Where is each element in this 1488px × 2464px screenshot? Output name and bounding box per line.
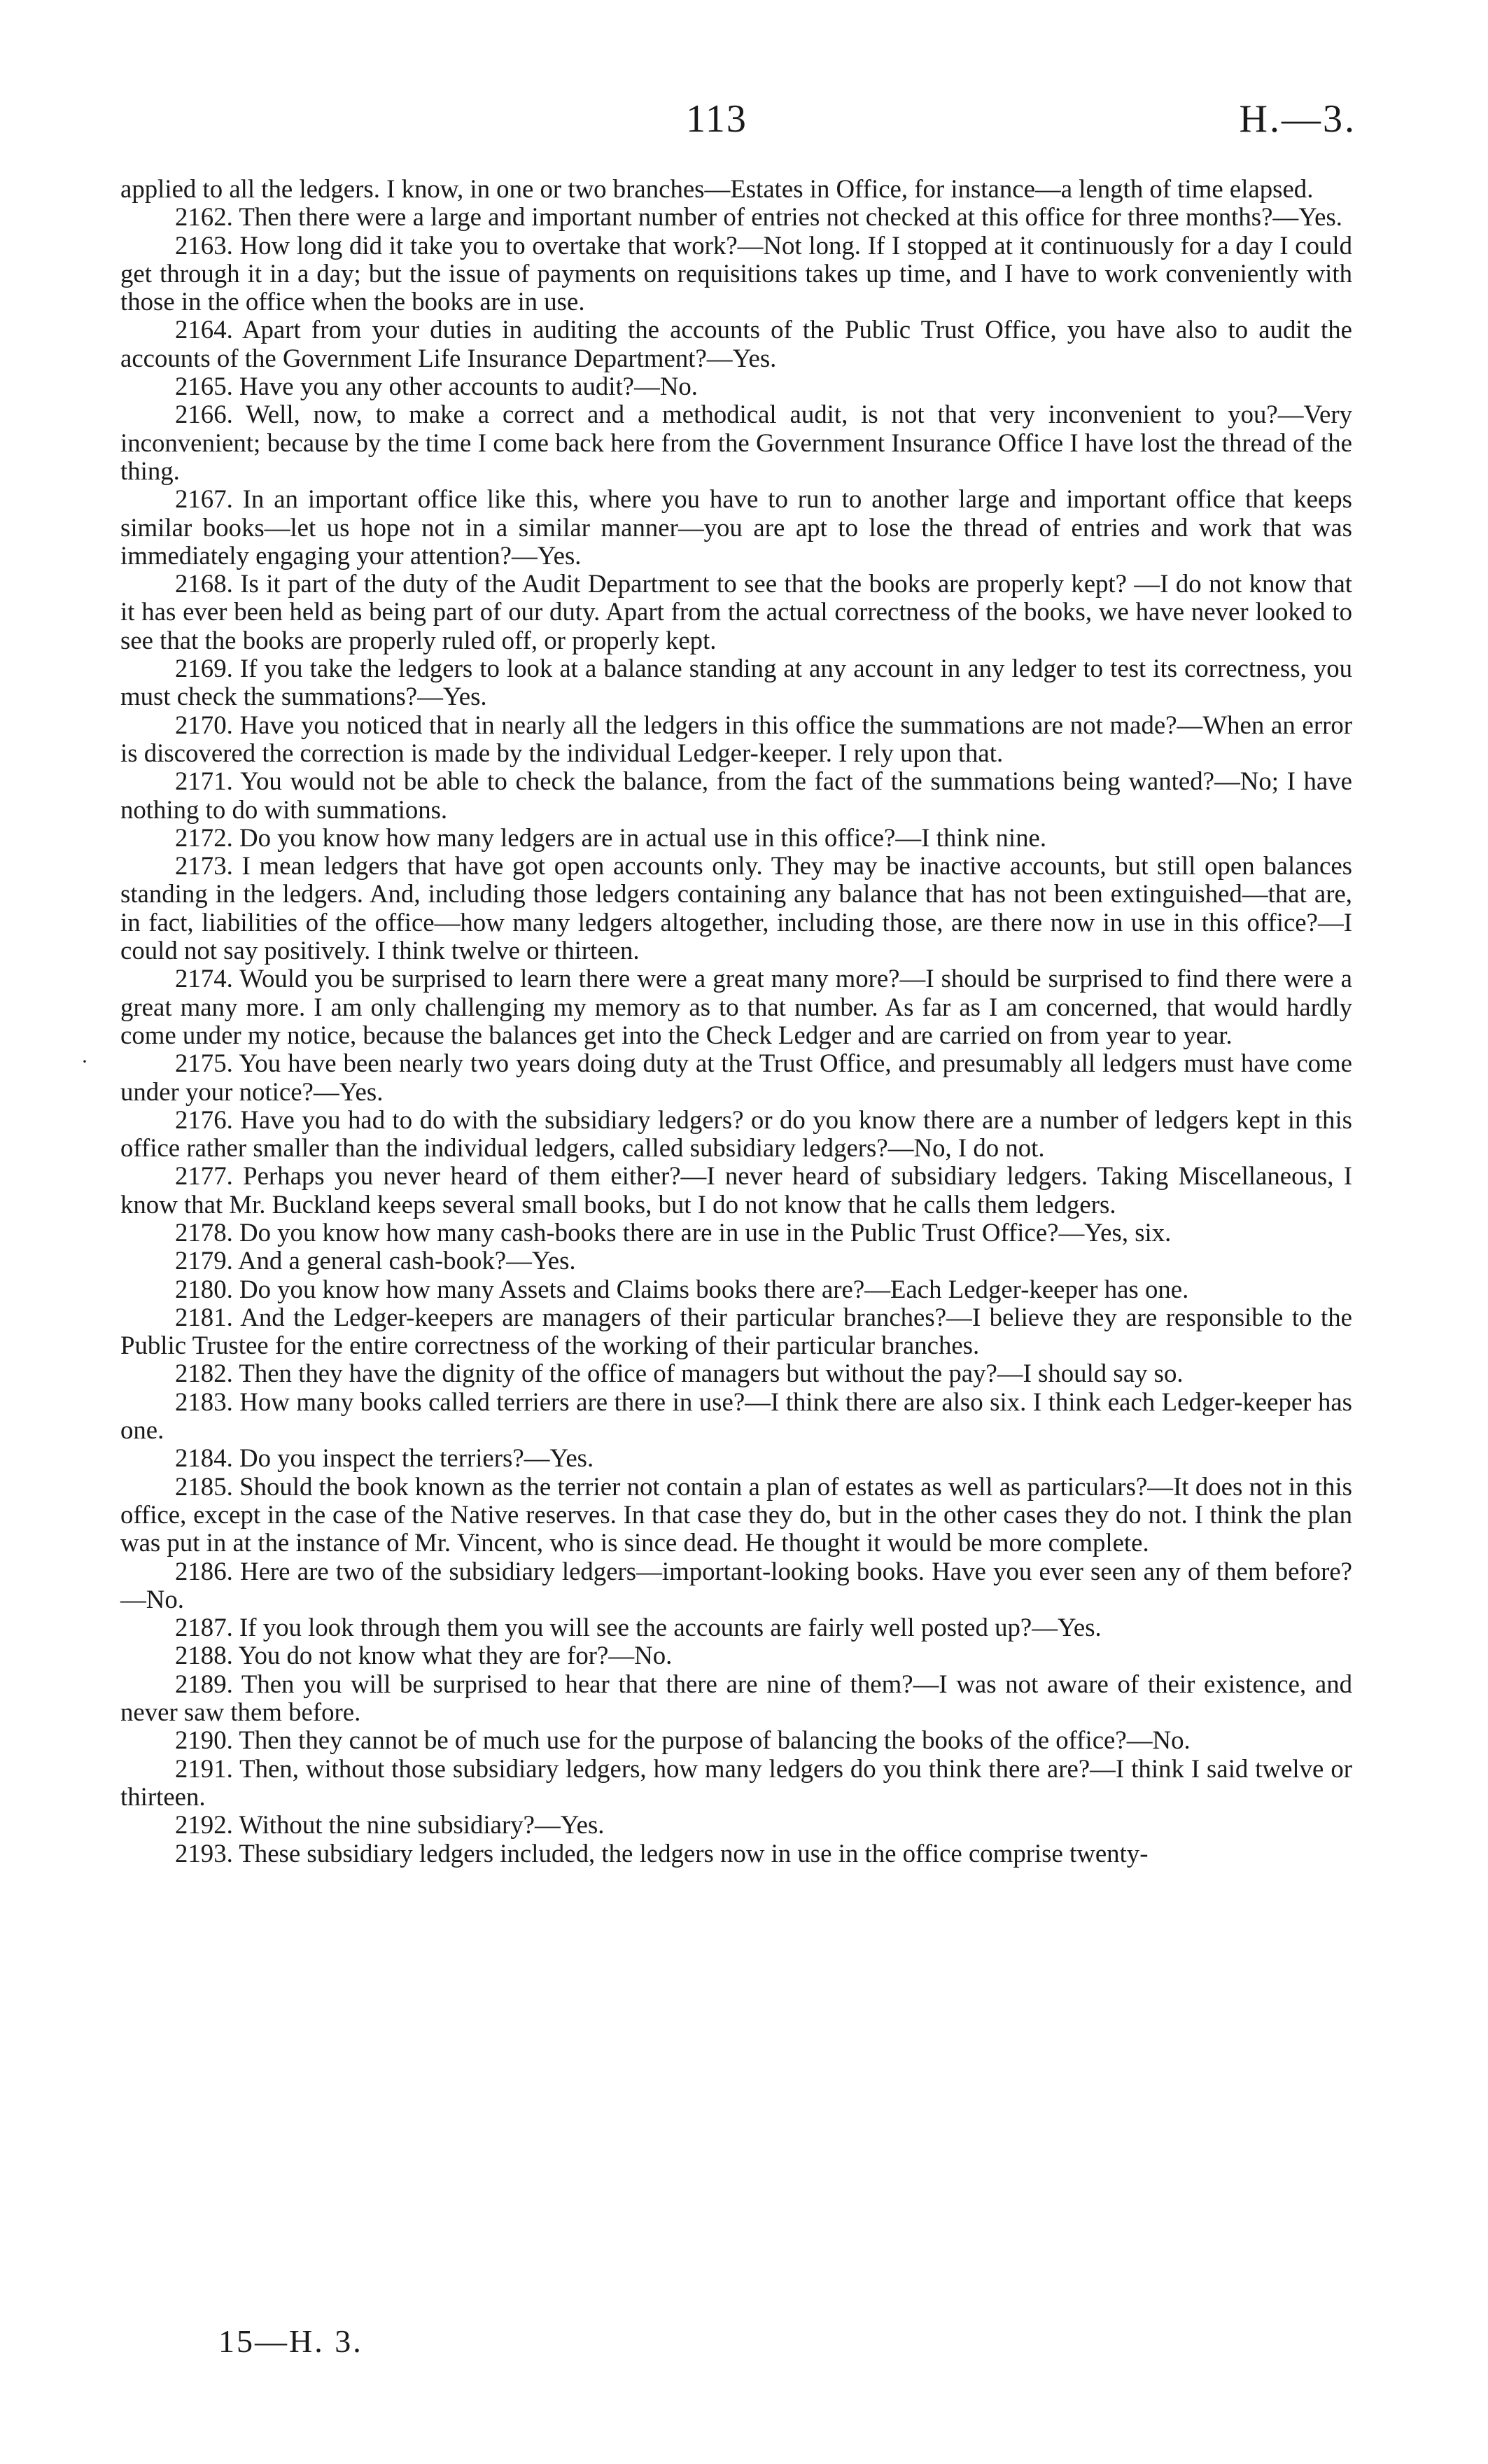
question-2172: 2172. Do you know how many ledgers are in actual use in this office?—I think nine. bbox=[175, 822, 1047, 852]
question-2186: 2186. Here are two of the subsidiary ledgers—important-looking books. Have you ever seen any of them before?—No. bbox=[120, 1556, 1352, 1614]
question-2173: 2173. I mean ledgers that have got open accounts only. They may be inactive accounts, but still open balances standing in the ledgers. And, including those ledgers containing any balance that has not been extinguished—that are, in fact, liabilities of the office—how many ledgers altogether, including those, are there now in use in this office?—I could not say positively. I think twelve or thirteen. bbox=[120, 851, 1352, 965]
question-2177: 2177. Perhaps you never heard of them either?—I never heard of subsidiary ledgers. Taking Miscellaneous, I know that Mr. Buckland keeps several small books, but I do not know that he calls them ledgers. bbox=[120, 1161, 1352, 1219]
question-2168: 2168. Is it part of the duty of the Audit Department to see that the books are properly kept? —I do not know that it has ever been held as being part of our duty. Apart from the actual correctness of the books, we have never looked to see that the books are properly ruled off, or properly kept. bbox=[120, 569, 1352, 654]
question-2185: 2185. Should the book known as the terrier not contain a plan of estates as well as particulars?—It does not in this office, except in the case of the Native reserves. In that case they do, but in the other cases they do not. I think the plan was put in at the instance of Mr. Vincent, who is since dead. He thought it would be more complete. bbox=[120, 1471, 1352, 1558]
margin-dot: · bbox=[81, 1050, 88, 1073]
page-header bbox=[0, 97, 1488, 153]
question-2171: 2171. You would not be able to check the balance, from the fact of the summations being wanted?—No; I have nothing to do with summations. bbox=[120, 766, 1352, 824]
question-2163: 2163. How long did it take you to overtake that work?—Not long. If I stopped at it continuously for a day I could get through it in a day; but the issue of payments on requisitions takes up time, and I have to work conveniently with those in the office when the books are in use. bbox=[120, 230, 1352, 316]
question-2169: 2169. If you take the ledgers to look at a balance standing at any account in any ledger to test its correctness, you must check the summations?—Yes. bbox=[120, 654, 1352, 711]
paragraph-continued: applied to all the ledgers. I know, in one or two branches—Estates in Office, for instance—a length of time elapsed. bbox=[120, 174, 1314, 203]
question-2170: 2170. Have you noticed that in nearly all the ledgers in this office the summations are not made?—When an error is discovered the correction is made by the individual Ledger-keeper. I rely upon that. bbox=[120, 710, 1352, 767]
question-2175: 2175. You have been nearly two years doing duty at the Trust Office, and presumably all ledgers must have come under your notice?—Yes. bbox=[120, 1049, 1352, 1106]
question-2166: 2166. Well, now, to make a correct and a methodical audit, is not that very inconvenient to you?—Very inconvenient; because by the time I come back here from the Government Insurance Office I have lost the thread of the thing. bbox=[120, 400, 1352, 485]
question-2162: 2162. Then there were a large and important number of entries not checked at this office for three months?—Yes. bbox=[175, 202, 1342, 232]
question-2165: 2165. Have you any other accounts to audit?—No. bbox=[175, 372, 698, 401]
page-number: 113 bbox=[686, 97, 747, 141]
testimony-text bbox=[120, 175, 1352, 1868]
question-2192: 2192. Without the nine subsidiary?—Yes. bbox=[175, 1810, 605, 1840]
question-2178: 2178. Do you know how many cash-books there are in use in the Public Trust Office?—Yes, six. bbox=[175, 1217, 1172, 1247]
question-2189: 2189. Then you will be surprised to hear that there are nine of them?—I was not aware of their existence, and never saw them before. bbox=[120, 1669, 1352, 1727]
question-2164: 2164. Apart from your duties in auditing the accounts of the Public Trust Office, you have also to audit the accounts of the Government Life Insurance Department?—Yes. bbox=[120, 315, 1352, 372]
question-2183: 2183. How many books called terriers are there in use?—I think there are also six. I think each Ledger-keeper has one. bbox=[120, 1387, 1352, 1445]
question-2184: 2184. Do you inspect the terriers?—Yes. bbox=[175, 1443, 594, 1473]
question-2191: 2191. Then, without those subsidiary ledgers, how many ledgers do you think there are?—I think I said twelve or thirteen. bbox=[120, 1754, 1352, 1811]
question-2190: 2190. Then they cannot be of much use for the purpose of balancing the books of the office?—No. bbox=[175, 1726, 1191, 1755]
question-2181: 2181. And the Ledger-keepers are managers of their particular branches?—I believe they are responsible to the Public Trustee for the entire correctness of the working of their particular branches. bbox=[120, 1302, 1352, 1360]
question-2188: 2188. You do not know what they are for?—No. bbox=[175, 1641, 673, 1670]
question-2182: 2182. Then they have the dignity of the office of managers but without the pay?—I should say so. bbox=[175, 1359, 1184, 1388]
question-2180: 2180. Do you know how many Assets and Claims books there are?—Each Ledger-keeper has one. bbox=[175, 1274, 1189, 1303]
question-2179: 2179. And a general cash-book?—Yes. bbox=[175, 1246, 576, 1275]
question-2193: 2193. These subsidiary ledgers included, the ledgers now in use in the office comprise twenty- bbox=[175, 1838, 1149, 1868]
document-reference: H.—3. bbox=[1239, 97, 1356, 141]
signature-mark: 15—H. 3. bbox=[218, 2323, 363, 2359]
question-2187: 2187. If you look through them you will see the accounts are fairly well posted up?—Yes. bbox=[175, 1613, 1102, 1642]
question-2167: 2167. In an important office like this, where you have to run to another large and important office that keeps similar books—let us hope not in a similar manner—you are apt to lose the thread of entries and work that was immediately engaging your attention?—Yes. bbox=[120, 484, 1352, 570]
question-2176: 2176. Have you had to do with the subsidiary ledgers? or do you know there are a number of ledgers kept in this office rather smaller than the individual ledgers, called subsidiary ledgers?—No, I do not. bbox=[120, 1105, 1352, 1163]
question-2174: 2174. Would you be surprised to learn there were a great many more?—I should be surprised to find there were a great many more. I am only challenging my memory as to that number. As far as I am concerned, that would hardly come under my notice, because the balances get into the Check Ledger and are carried on from year to year. bbox=[120, 964, 1352, 1049]
